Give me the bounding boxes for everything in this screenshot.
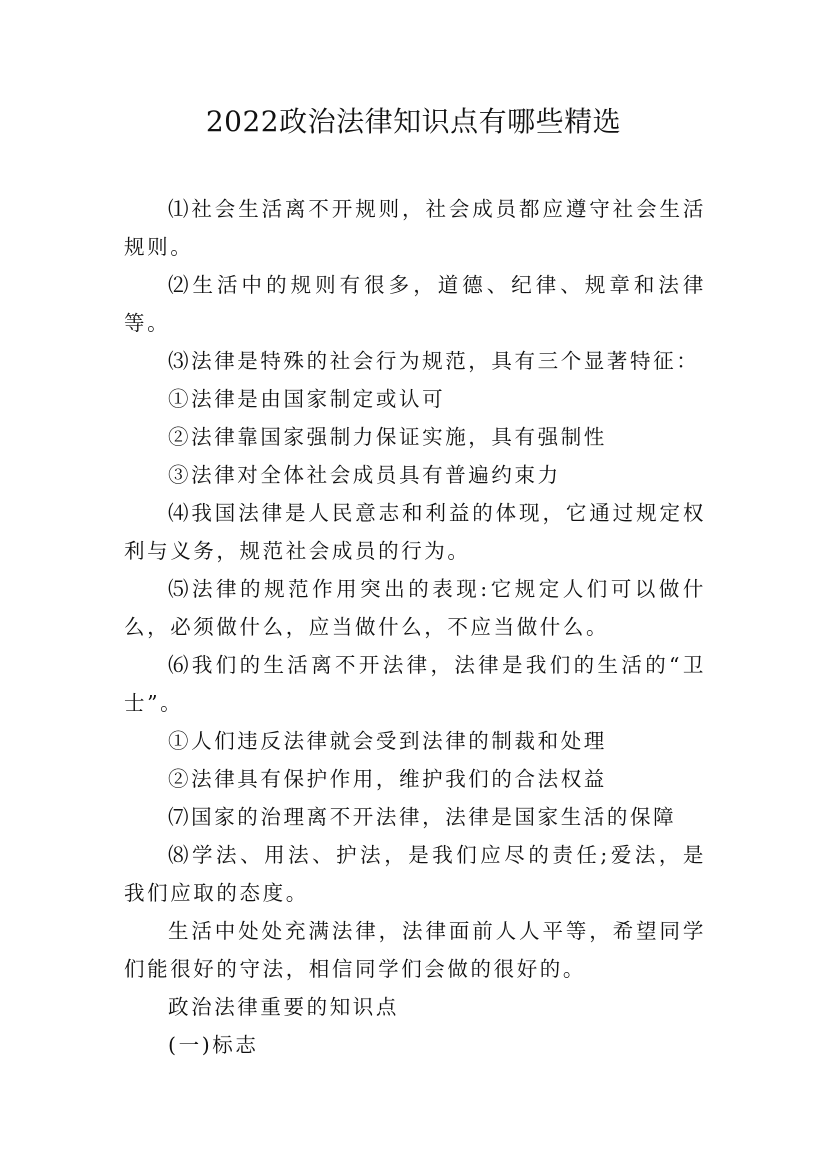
paragraph: ⑷我国法律是人民意志和利益的体现，它通过规定权利与义务，规范社会成员的行为。 bbox=[124, 501, 706, 563]
paragraph: ②法律靠国家强制力保证实施，具有强制性 bbox=[168, 425, 607, 449]
paragraph: ⑻学法、用法、护法，是我们应尽的责任;爱法，是我们应取的态度。 bbox=[124, 843, 706, 905]
paragraph: ⑵生活中的规则有很多，道德、纪律、规章和法律等。 bbox=[124, 273, 706, 335]
paragraph: 生活中处处充满法律，法律面前人人平等，希望同学们能很好的守法，相信同学们会做的很好的。 bbox=[124, 919, 706, 981]
paragraph: ⑹我们的生活离不开法律，法律是我们的生活的“卫士”。 bbox=[124, 653, 706, 715]
paragraph: ②法律具有保护作用，维护我们的合法权益 bbox=[168, 767, 607, 791]
paragraph: (一)标志 bbox=[168, 1033, 259, 1057]
paragraph: ⑺国家的治理离不开法律，法律是国家生活的保障 bbox=[168, 805, 677, 829]
paragraph: ⑴社会生活离不开规则，社会成员都应遵守社会生活规则。 bbox=[124, 197, 706, 259]
paragraph: ⑸法律的规范作用突出的表现:它规定人们可以做什么，必须做什么，应当做什么，不应当做什么。 bbox=[124, 577, 706, 639]
document-title: 2022政治法律知识点有哪些精选 bbox=[205, 105, 622, 138]
paragraph: 政治法律重要的知识点 bbox=[168, 995, 399, 1019]
document-body bbox=[124, 190, 706, 1064]
paragraph: ①人们违反法律就会受到法律的制裁和处理 bbox=[168, 729, 607, 753]
paragraph: ③法律对全体社会成员具有普遍约束力 bbox=[168, 463, 561, 487]
paragraph: ⑶法律是特殊的社会行为规范，具有三个显著特征： bbox=[168, 349, 700, 373]
paragraph: ①法律是由国家制定或认可 bbox=[168, 387, 446, 411]
